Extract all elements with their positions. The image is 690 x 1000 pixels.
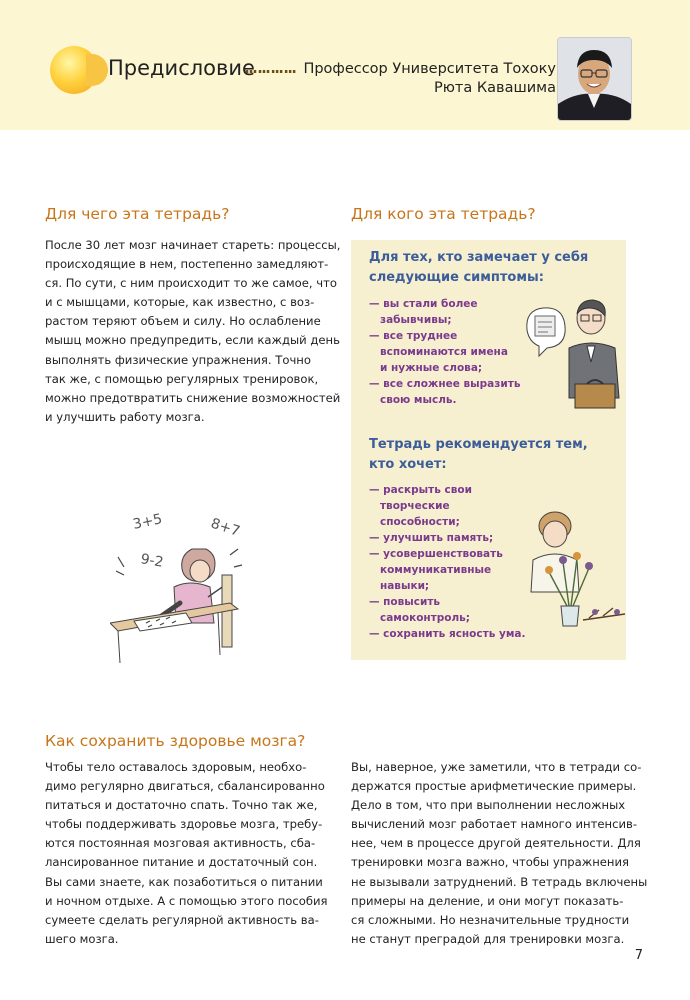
text-line: забывчивы; <box>369 314 452 326</box>
author-photo <box>557 37 632 121</box>
text-line: шего мозга. <box>45 931 119 946</box>
text-line: навыки; <box>369 580 430 592</box>
text-line: вычислений мозг работает намного интенсив- <box>351 817 638 832</box>
text-line: мышц можно предупредить, если каждый день <box>45 333 340 348</box>
text-line: и нужные слова; <box>369 362 483 374</box>
page-number: 7 <box>634 948 643 963</box>
text-line: Вы, наверное, уже заметили, что в тетради со- <box>351 760 642 774</box>
text-line: и ночном отдыхе. А с помощью этого пособия <box>45 893 328 908</box>
text-line: можно предотвратить снижение возможностей <box>45 390 341 405</box>
text-line: коммуникативные <box>369 564 492 576</box>
math-label: 3+5 <box>131 511 164 533</box>
text-line: — повысить <box>369 596 441 608</box>
text-line: следующие симптомы: <box>369 270 544 285</box>
math-label: 9-2 <box>139 551 165 571</box>
why-paragraph <box>45 236 341 427</box>
text-line: ся. По сути, с ним происходит то же самое, что <box>45 276 337 291</box>
text-line: — все труднее <box>369 330 458 342</box>
author-name: Рюта Кавашима <box>433 80 556 96</box>
text-line: растом теряют объем и силу. Но ослабление <box>45 314 321 329</box>
symptoms-heading <box>369 248 588 288</box>
text-line: Тетрадь рекомендуется тем, <box>369 437 588 452</box>
heading-why: Для чего эта тетрадь? <box>45 205 230 223</box>
text-line: чтобы поддерживать здоровье мозга, требу- <box>45 817 323 832</box>
text-line: питаться и достаточно спать. Точно так же, <box>45 798 318 813</box>
text-line: выполнять физические упражнения. Точно <box>45 352 311 367</box>
target-audience-box <box>351 240 626 660</box>
text-line: вспоминаются имена <box>369 346 508 358</box>
text-line: и улучшить работу мозга. <box>45 409 205 424</box>
math-label: 8+7 <box>208 515 242 540</box>
goals-list <box>369 482 526 642</box>
text-line: кто хочет: <box>369 457 447 472</box>
lightbulb-base-icon <box>86 54 108 86</box>
text-line: творческие <box>369 500 450 512</box>
text-line: свою мысль. <box>369 394 457 406</box>
text-line: происходящие в нем, постепенно замедляют- <box>45 257 329 272</box>
author-position: Профессор Университета Тохоку <box>303 61 556 77</box>
text-line: сумеете сделать регулярной активность ва- <box>45 912 319 927</box>
text-line: лансированное питание и достаточный сон. <box>45 855 318 870</box>
health-paragraph-right <box>351 758 648 949</box>
text-line: Для тех, кто замечает у себя <box>369 250 589 265</box>
text-line: димо регулярно двигаться, сбалансированно <box>45 779 325 794</box>
heading-who: Для кого эта тетрадь? <box>351 205 536 223</box>
text-line: держатся простые арифметические примеры. <box>351 779 637 794</box>
page-title: Предисловие <box>108 56 255 80</box>
text-line: — все сложнее выразить <box>369 378 521 390</box>
text-line: ся сложными. Но незначительные трудности <box>351 912 630 927</box>
woman-with-flowers-illustration <box>519 502 629 632</box>
forgetful-man-illustration <box>523 290 623 415</box>
author-credit <box>303 60 556 98</box>
text-line: так же, с помощью регулярных тренировок, <box>45 371 319 386</box>
text-line: — улучшить память; <box>369 532 494 544</box>
text-line: примеры на деление, и они могут показать- <box>351 893 624 908</box>
text-line: способности; <box>369 516 460 528</box>
text-line: — раскрыть свои <box>369 484 472 496</box>
recommended-heading <box>369 435 588 475</box>
text-line: и с мышцами, которые, как известно, с воз- <box>45 295 315 310</box>
text-line: — вы стали более <box>369 298 478 310</box>
text-line: — сохранить ясность ума. <box>369 628 526 640</box>
text-line: — усовершенствовать <box>369 548 503 560</box>
page-header <box>0 0 690 130</box>
text-line: самоконтроль; <box>369 612 471 624</box>
text-line: После 30 лет мозг начинает стареть: процессы, <box>45 238 341 252</box>
text-line: нее, чем в процессе другой деятельности. Для <box>351 836 641 851</box>
text-line: тренировки мозга важно, чтобы упражнения <box>351 855 630 870</box>
text-line: ются постоянная мозговая активность, сба- <box>45 836 316 851</box>
health-paragraph-left <box>45 758 328 949</box>
heading-health: Как сохранить здоровье мозга? <box>45 732 306 750</box>
title-dots: ………… <box>245 54 298 78</box>
text-line: не станут преградой для тренировки мозга. <box>351 931 625 946</box>
symptoms-list <box>369 296 520 408</box>
text-line: Вы сами знаете, как позаботиться о питании <box>45 874 323 889</box>
woman-solving-math-illustration <box>110 505 350 665</box>
text-line: не вызывали затруднений. В тетрадь включены <box>351 874 648 889</box>
text-line: Дело в том, что при выполнении несложных <box>351 798 626 813</box>
text-line: Чтобы тело оставалось здоровым, необхо- <box>45 760 307 774</box>
